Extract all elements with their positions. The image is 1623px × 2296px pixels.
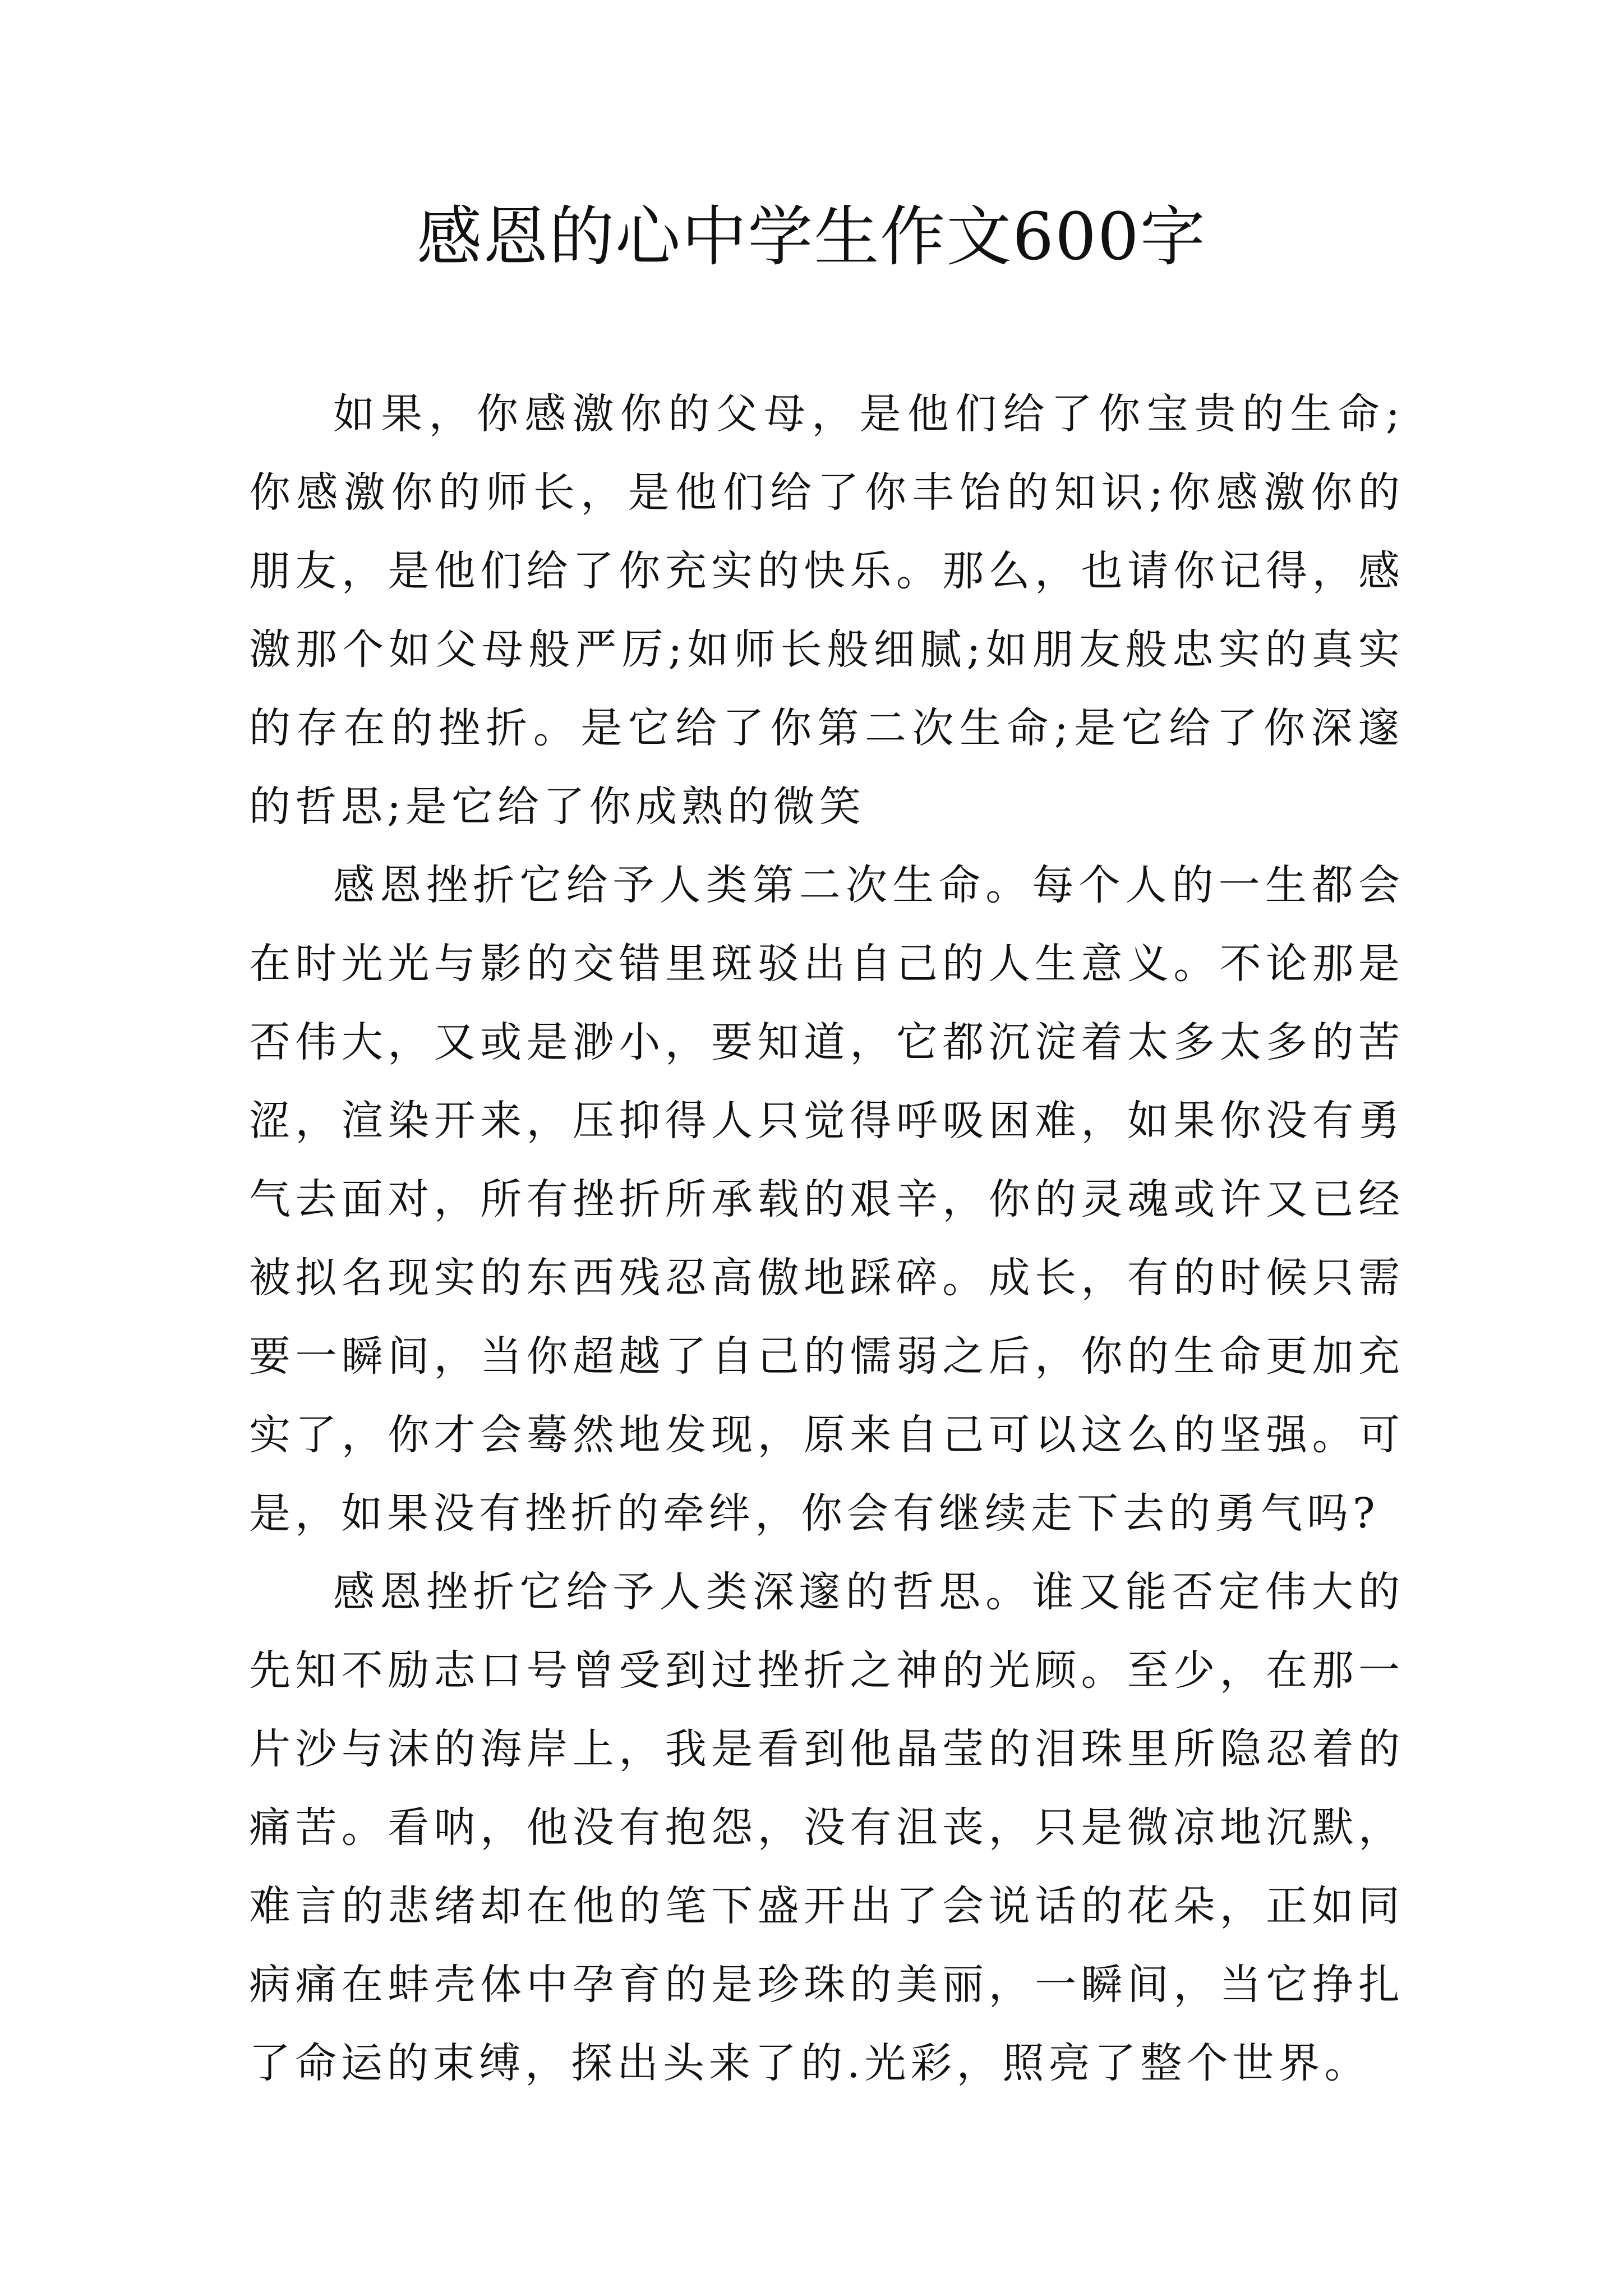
paragraph-1: 如果，你感激你的父母，是他们给了你宝贵的生命;你感激你的师长，是他们给了你丰饴的知识;你感激你的朋友，是他们给了你充实的快乐。那么，也请你记得，感激那个如父母般严厉;如师长般细腻;如朋友般忠实的真实的存在的挫折。是它给了你第二次生命;是它给了你深邃的哲思;是它给了你成熟的微笑 xyxy=(249,390,1404,831)
document-title: 感恩的心中学生作文600字 xyxy=(417,199,1206,275)
paragraph-3: 感恩挫折它给予人类深邃的哲思。谁又能否定伟大的先知不励志口号曾受到过挫折之神的光顾。至少，在那一片沙与沫的海岸上，我是看到他晶莹的泪珠里所隐忍着的痛苦。看呐，他没有抱怨，没有沮丧，只是微凉地沉默，难言的悲绪却在他的笔下盛开出了会说话的花朵，正如同病痛在蚌壳体中孕育的是珍珠的美丽，一瞬间，当它挣扎了命运的束缚，探出头来了的.光彩，照亮了整个世界。 xyxy=(249,1568,1404,2087)
paragraph-2: 感恩挫折它给予人类第二次生命。每个人的一生都会在时光光与影的交错里斑驳出自己的人生意义。不论那是否伟大，又或是渺小，要知道，它都沉淀着太多太多的苦涩，渲染开来，压抑得人只觉得呼吸困难，如果你没有勇气去面对，所有挫折所承载的艰辛，你的灵魂或许又已经被拟名现实的东西残忍高傲地踩碎。成长，有的时候只需要一瞬间，当你超越了自己的懦弱之后，你的生命更加充实了，你才会蓦然地发现，原来自己可以这么的坚强。可是，如果没有挫折的牵绊，你会有继续走下去的勇气吗? xyxy=(249,861,1404,1538)
document-body xyxy=(249,375,1404,2102)
